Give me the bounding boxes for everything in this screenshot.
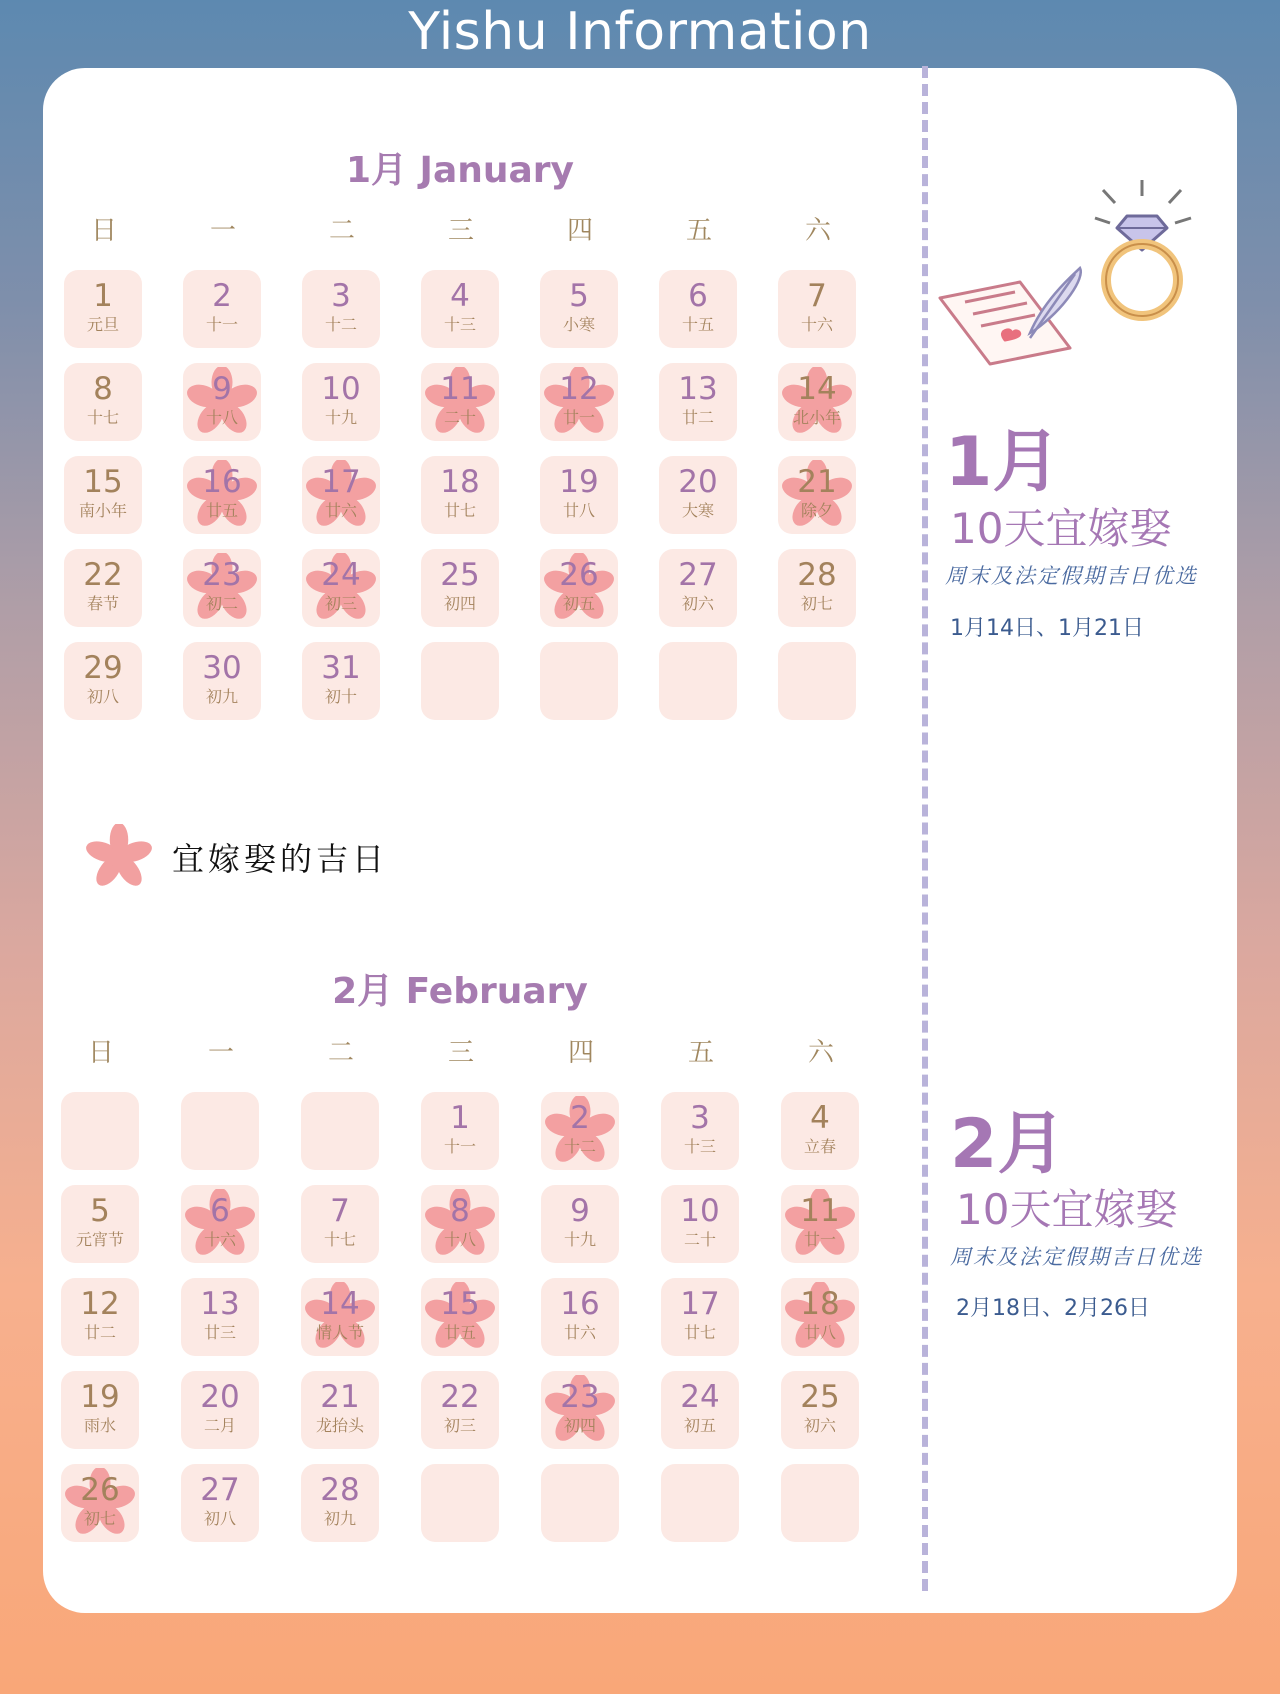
day-cell[interactable] bbox=[659, 456, 737, 534]
lunar-date: 初五 bbox=[562, 594, 595, 613]
lunar-date: 初三 bbox=[324, 594, 357, 613]
day-cell[interactable] bbox=[778, 363, 856, 441]
day-number: 5 bbox=[90, 1193, 110, 1229]
day-number: 18 bbox=[440, 464, 480, 500]
january-title: 1月 January bbox=[345, 150, 575, 191]
day-cell[interactable] bbox=[64, 549, 142, 627]
day-number: 17 bbox=[680, 1286, 720, 1322]
lunar-date: 初二 bbox=[205, 594, 238, 613]
day-number: 24 bbox=[321, 557, 361, 593]
lunar-date: 廿五 bbox=[205, 501, 238, 520]
day-cell[interactable] bbox=[540, 363, 618, 441]
day-number: 19 bbox=[80, 1379, 120, 1415]
day-number: 14 bbox=[320, 1286, 360, 1322]
empty-cell bbox=[421, 642, 499, 720]
day-number: 11 bbox=[440, 371, 480, 407]
day-number: 2 bbox=[212, 278, 232, 314]
day-cell[interactable] bbox=[183, 270, 261, 348]
lunar-date: 廿七 bbox=[443, 501, 476, 520]
day-cell[interactable] bbox=[181, 1464, 259, 1542]
lunar-date: 廿六 bbox=[563, 1323, 596, 1342]
day-number: 6 bbox=[210, 1193, 230, 1229]
day-number: 11 bbox=[800, 1193, 840, 1229]
day-number: 21 bbox=[797, 464, 837, 500]
day-number: 28 bbox=[320, 1472, 360, 1508]
lunar-date: 十九 bbox=[324, 408, 357, 427]
day-cell[interactable] bbox=[421, 270, 499, 348]
day-number: 21 bbox=[320, 1379, 360, 1415]
lunar-date: 大寒 bbox=[681, 501, 714, 520]
day-cell[interactable] bbox=[421, 456, 499, 534]
lunar-date: 廿六 bbox=[324, 501, 357, 520]
lunar-date: 南小年 bbox=[78, 501, 127, 520]
day-cell[interactable] bbox=[541, 1371, 619, 1449]
day-cell[interactable] bbox=[421, 1371, 499, 1449]
day-cell[interactable] bbox=[183, 549, 261, 627]
day-cell[interactable] bbox=[183, 363, 261, 441]
lunar-date: 十一 bbox=[443, 1137, 476, 1156]
day-number: 22 bbox=[83, 557, 123, 593]
day-number: 17 bbox=[321, 464, 361, 500]
day-cell[interactable] bbox=[661, 1092, 739, 1170]
weekday-header: 三 bbox=[447, 1038, 474, 1068]
weekday-header: 四 bbox=[567, 1038, 594, 1068]
day-number: 3 bbox=[690, 1100, 710, 1136]
side-february-dates: 2月18日、2月26日 bbox=[956, 1296, 1150, 1321]
day-cell[interactable] bbox=[302, 549, 380, 627]
day-cell[interactable] bbox=[181, 1371, 259, 1449]
day-cell[interactable] bbox=[64, 456, 142, 534]
dashed-divider bbox=[922, 66, 928, 1591]
letter-icon bbox=[940, 282, 1070, 364]
day-number: 9 bbox=[212, 371, 232, 407]
day-number: 1 bbox=[450, 1100, 470, 1136]
day-number: 15 bbox=[440, 1286, 480, 1322]
lunar-date: 廿一 bbox=[562, 408, 595, 427]
day-number: 2 bbox=[570, 1100, 590, 1136]
day-cell[interactable] bbox=[659, 363, 737, 441]
day-cell[interactable] bbox=[661, 1185, 739, 1263]
day-cell[interactable] bbox=[301, 1464, 379, 1542]
day-number: 25 bbox=[800, 1379, 840, 1415]
day-number: 8 bbox=[93, 371, 113, 407]
lunar-date: 十三 bbox=[443, 315, 476, 334]
day-cell[interactable] bbox=[659, 549, 737, 627]
day-cell[interactable] bbox=[540, 456, 618, 534]
lunar-date: 十六 bbox=[203, 1230, 236, 1249]
day-number: 8 bbox=[450, 1193, 470, 1229]
weekday-header: 四 bbox=[566, 216, 593, 246]
day-number: 15 bbox=[83, 464, 123, 500]
day-number: 25 bbox=[440, 557, 480, 593]
empty-cell bbox=[661, 1464, 739, 1542]
day-number: 13 bbox=[678, 371, 718, 407]
day-cell[interactable] bbox=[661, 1278, 739, 1356]
lunar-date: 十七 bbox=[323, 1230, 356, 1249]
february-title: 2月 February bbox=[332, 971, 588, 1012]
side-february-note: 周末及法定假期吉日优选 bbox=[950, 1245, 1203, 1269]
lunar-date: 十九 bbox=[563, 1230, 596, 1249]
day-cell[interactable] bbox=[541, 1092, 619, 1170]
weekday-header: 五 bbox=[685, 216, 712, 246]
day-cell[interactable] bbox=[781, 1092, 859, 1170]
day-cell[interactable] bbox=[61, 1464, 139, 1542]
weekday-header: 二 bbox=[327, 1038, 354, 1068]
empty-cell bbox=[778, 642, 856, 720]
day-cell[interactable] bbox=[61, 1185, 139, 1263]
side-january-dates: 1月14日、1月21日 bbox=[950, 616, 1144, 641]
day-number: 1 bbox=[93, 278, 113, 314]
legend-text: 宜嫁娶的吉日 bbox=[172, 840, 389, 878]
lunar-date: 立春 bbox=[803, 1137, 836, 1156]
weekday-header: 一 bbox=[209, 216, 236, 246]
day-cell[interactable] bbox=[301, 1185, 379, 1263]
day-cell[interactable] bbox=[64, 642, 142, 720]
day-number: 22 bbox=[440, 1379, 480, 1415]
lunar-date: 十二 bbox=[324, 315, 357, 334]
day-cell[interactable] bbox=[302, 642, 380, 720]
day-cell[interactable] bbox=[781, 1371, 859, 1449]
lunar-date: 初三 bbox=[443, 1416, 476, 1435]
day-cell[interactable] bbox=[302, 456, 380, 534]
letter-and-ring-illustration bbox=[935, 178, 1205, 368]
day-number: 5 bbox=[569, 278, 589, 314]
lunar-date: 初八 bbox=[86, 687, 119, 706]
side-january-month: 1月 bbox=[945, 423, 1061, 502]
lunar-date: 初九 bbox=[323, 1509, 356, 1528]
weekday-header: 一 bbox=[207, 1038, 234, 1068]
day-cell[interactable] bbox=[421, 1185, 499, 1263]
lunar-date: 初五 bbox=[683, 1416, 716, 1435]
day-cell[interactable] bbox=[421, 363, 499, 441]
weekday-header: 二 bbox=[328, 216, 355, 246]
day-number: 4 bbox=[810, 1100, 830, 1136]
page-title: Yishu Information bbox=[408, 2, 872, 62]
day-number: 16 bbox=[202, 464, 242, 500]
lunar-date: 除夕 bbox=[800, 501, 833, 520]
lunar-date: 春节 bbox=[86, 594, 119, 613]
lunar-date: 二月 bbox=[203, 1416, 236, 1435]
day-number: 27 bbox=[678, 557, 718, 593]
day-number: 9 bbox=[570, 1193, 590, 1229]
day-number: 3 bbox=[331, 278, 351, 314]
day-cell[interactable] bbox=[301, 1371, 379, 1449]
lunar-date: 初六 bbox=[681, 594, 714, 613]
day-number: 6 bbox=[688, 278, 708, 314]
day-cell[interactable] bbox=[61, 1371, 139, 1449]
day-number: 26 bbox=[80, 1472, 120, 1508]
day-number: 26 bbox=[559, 557, 599, 593]
empty-cell bbox=[541, 1464, 619, 1542]
day-cell[interactable] bbox=[540, 549, 618, 627]
day-cell[interactable] bbox=[659, 270, 737, 348]
ring-icon bbox=[1095, 180, 1191, 316]
lunar-date: 廿一 bbox=[803, 1230, 836, 1249]
lunar-date: 十八 bbox=[205, 408, 238, 427]
lunar-date: 小寒 bbox=[562, 315, 595, 334]
empty-cell bbox=[421, 1464, 499, 1542]
lunar-date: 十七 bbox=[86, 408, 119, 427]
day-number: 14 bbox=[797, 371, 837, 407]
day-number: 23 bbox=[202, 557, 242, 593]
side-january-note: 周末及法定假期吉日优选 bbox=[945, 564, 1198, 588]
day-cell[interactable] bbox=[421, 1278, 499, 1356]
day-number: 29 bbox=[83, 650, 123, 686]
day-number: 23 bbox=[560, 1379, 600, 1415]
weekday-header: 六 bbox=[804, 216, 831, 246]
lunar-date: 初七 bbox=[800, 594, 833, 613]
empty-cell bbox=[181, 1092, 259, 1170]
day-number: 7 bbox=[330, 1193, 350, 1229]
day-number: 12 bbox=[559, 371, 599, 407]
day-cell[interactable] bbox=[301, 1278, 379, 1356]
side-february-month: 2月 bbox=[950, 1105, 1066, 1184]
side-january-headline: 10天宜嫁娶 bbox=[950, 504, 1172, 553]
empty-cell bbox=[540, 642, 618, 720]
lunar-date: 十二 bbox=[563, 1137, 596, 1156]
day-number: 20 bbox=[678, 464, 718, 500]
empty-cell bbox=[781, 1464, 859, 1542]
lunar-date: 十六 bbox=[800, 315, 833, 334]
day-number: 10 bbox=[321, 371, 361, 407]
day-number: 27 bbox=[200, 1472, 240, 1508]
lunar-date: 龙抬头 bbox=[315, 1416, 364, 1435]
lunar-date: 廿八 bbox=[562, 501, 595, 520]
lunar-date: 元旦 bbox=[86, 315, 119, 334]
weekday-header: 日 bbox=[90, 216, 117, 246]
lunar-date: 初四 bbox=[443, 594, 476, 613]
lunar-date: 廿七 bbox=[683, 1323, 716, 1342]
day-cell[interactable] bbox=[778, 456, 856, 534]
day-cell[interactable] bbox=[781, 1278, 859, 1356]
lunar-date: 十五 bbox=[681, 315, 714, 334]
day-number: 4 bbox=[450, 278, 470, 314]
lunar-date: 十八 bbox=[443, 1230, 476, 1249]
day-cell[interactable] bbox=[661, 1371, 739, 1449]
day-cell[interactable] bbox=[183, 642, 261, 720]
day-cell[interactable] bbox=[181, 1278, 259, 1356]
weekday-header: 五 bbox=[687, 1038, 714, 1068]
lunar-date: 初十 bbox=[324, 687, 357, 706]
side-february-headline: 10天宜嫁娶 bbox=[956, 1185, 1178, 1234]
day-number: 16 bbox=[560, 1286, 600, 1322]
lunar-date: 廿二 bbox=[681, 408, 714, 427]
lunar-date: 廿三 bbox=[203, 1323, 236, 1342]
lunar-date: 初九 bbox=[205, 687, 238, 706]
day-number: 30 bbox=[202, 650, 242, 686]
day-number: 19 bbox=[559, 464, 599, 500]
lunar-date: 廿五 bbox=[443, 1323, 476, 1342]
flower-icon bbox=[86, 824, 152, 890]
lunar-date: 北小年 bbox=[792, 408, 841, 427]
lunar-date: 二十 bbox=[443, 408, 476, 427]
day-cell[interactable] bbox=[421, 1092, 499, 1170]
day-cell[interactable] bbox=[61, 1278, 139, 1356]
day-number: 28 bbox=[797, 557, 837, 593]
lunar-date: 情人节 bbox=[315, 1323, 364, 1342]
lunar-date: 元宵节 bbox=[75, 1230, 124, 1249]
day-cell[interactable] bbox=[64, 363, 142, 441]
day-cell[interactable] bbox=[302, 363, 380, 441]
lunar-date: 十一 bbox=[205, 315, 238, 334]
empty-cell bbox=[301, 1092, 379, 1170]
day-cell[interactable] bbox=[781, 1185, 859, 1263]
lunar-date: 初六 bbox=[803, 1416, 836, 1435]
day-number: 20 bbox=[200, 1379, 240, 1415]
day-number: 13 bbox=[200, 1286, 240, 1322]
day-number: 24 bbox=[680, 1379, 720, 1415]
day-number: 10 bbox=[680, 1193, 720, 1229]
weekday-header: 日 bbox=[87, 1038, 114, 1068]
lunar-date: 雨水 bbox=[83, 1416, 116, 1435]
day-number: 12 bbox=[80, 1286, 120, 1322]
lunar-date: 二十 bbox=[683, 1230, 716, 1249]
lunar-date: 初七 bbox=[83, 1509, 116, 1528]
lunar-date: 廿八 bbox=[803, 1323, 836, 1342]
empty-cell bbox=[659, 642, 737, 720]
day-cell[interactable] bbox=[183, 456, 261, 534]
day-cell[interactable] bbox=[778, 549, 856, 627]
day-cell[interactable] bbox=[421, 549, 499, 627]
lunar-date: 十三 bbox=[683, 1137, 716, 1156]
weekday-header: 六 bbox=[807, 1038, 834, 1068]
lunar-date: 初八 bbox=[203, 1509, 236, 1528]
day-cell[interactable] bbox=[541, 1185, 619, 1263]
day-cell[interactable] bbox=[181, 1185, 259, 1263]
day-cell[interactable] bbox=[540, 270, 618, 348]
day-number: 18 bbox=[800, 1286, 840, 1322]
day-cell[interactable] bbox=[64, 270, 142, 348]
lunar-date: 初四 bbox=[563, 1416, 596, 1435]
weekday-header: 三 bbox=[447, 216, 474, 246]
day-number: 31 bbox=[321, 650, 361, 686]
day-cell[interactable] bbox=[778, 270, 856, 348]
day-cell[interactable] bbox=[541, 1278, 619, 1356]
lunar-date: 廿二 bbox=[83, 1323, 116, 1342]
day-cell[interactable] bbox=[302, 270, 380, 348]
empty-cell bbox=[61, 1092, 139, 1170]
day-number: 7 bbox=[807, 278, 827, 314]
